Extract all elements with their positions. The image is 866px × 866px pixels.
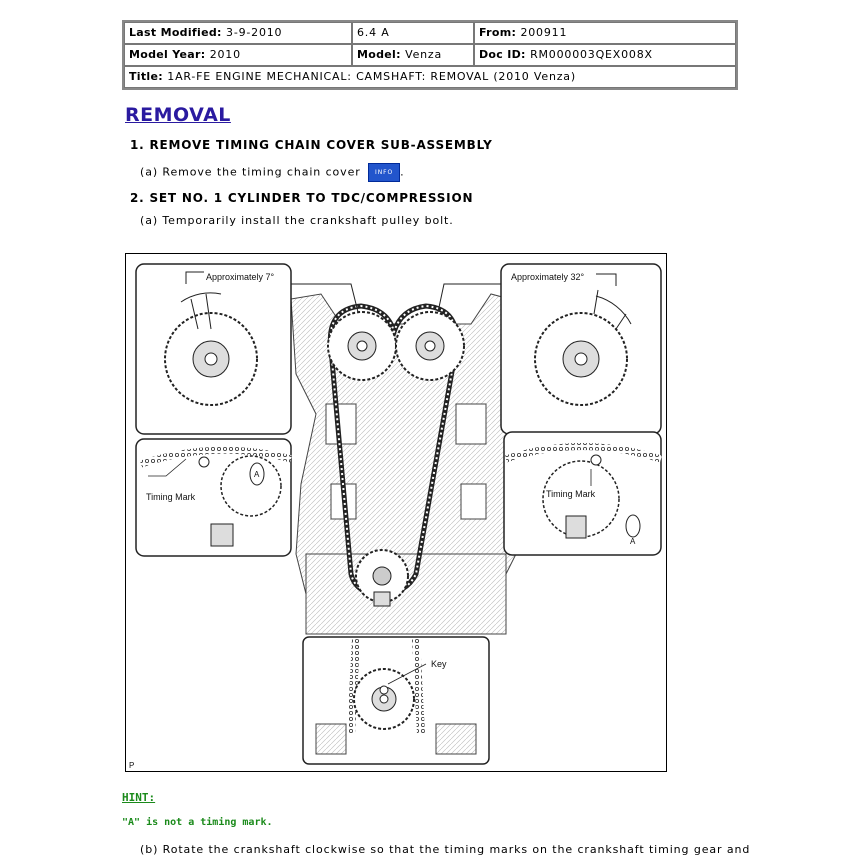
left-top-inset (136, 264, 291, 434)
engine-timing-illustration (125, 253, 667, 772)
model-cell (352, 44, 474, 66)
timing-diagram-svg (126, 254, 666, 771)
label-key: Key (431, 659, 447, 669)
label-a-right: A (630, 537, 636, 546)
label-timing-mark-right: Timing Mark (546, 489, 596, 499)
label-approx-7: Approximately 7° (206, 272, 275, 282)
document-header (122, 20, 738, 90)
last-modified-label: Last Modified: (129, 26, 222, 39)
step-1a-text: (a) Remove the timing chain cover (140, 165, 361, 179)
model-year-value: 2010 (209, 48, 241, 61)
right-top-inset (501, 264, 661, 434)
model-year-label: Model Year: (129, 48, 206, 61)
section-heading: REMOVAL (125, 104, 231, 126)
version-cell (352, 22, 474, 44)
info-button[interactable]: INFO (368, 163, 400, 182)
title-label: Title: (129, 70, 163, 83)
intake-cam-sprocket-center (328, 312, 396, 380)
title-value: 1AR-FE ENGINE MECHANICAL: CAMSHAFT: REMOVAL (2010 Venza) (167, 70, 576, 83)
model-year-cell (124, 44, 352, 66)
from-label: From: (479, 26, 517, 39)
from-value: 200911 (520, 26, 568, 39)
label-approx-32: Approximately 32° (511, 272, 585, 282)
step-2b: (b) Rotate the crankshaft clockwise so that the timing marks on the crankshaft timing gear and (140, 843, 751, 856)
last-modified-cell (124, 22, 352, 44)
model-value: Venza (405, 48, 443, 61)
period: . (400, 165, 405, 179)
label-timing-mark-left: Timing Mark (146, 492, 196, 502)
step-1-title: 1. REMOVE TIMING CHAIN COVER SUB-ASSEMBLY (130, 138, 493, 152)
step-2-title: 2. SET NO. 1 CYLINDER TO TDC/COMPRESSION (130, 191, 474, 205)
step-1a (140, 163, 404, 182)
doc-id-value: RM000003QEX008X (530, 48, 653, 61)
hint-text: "A" is not a timing mark. (122, 817, 273, 828)
hint-label: HINT: (122, 791, 156, 804)
title-cell (124, 66, 736, 88)
from-cell (474, 22, 736, 44)
step-2a: (a) Temporarily install the crankshaft pulley bolt. (140, 214, 454, 227)
doc-id-cell (474, 44, 736, 66)
label-p: P (129, 761, 135, 770)
crank-bottom-inset (303, 637, 489, 764)
doc-id-label: Doc ID: (479, 48, 526, 61)
label-a-left: A (254, 470, 260, 479)
exhaust-cam-sprocket-center (396, 312, 464, 380)
last-modified-value: 3-9-2010 (226, 26, 283, 39)
model-label: Model: (357, 48, 401, 61)
version-value: 6.4 A (357, 26, 390, 39)
